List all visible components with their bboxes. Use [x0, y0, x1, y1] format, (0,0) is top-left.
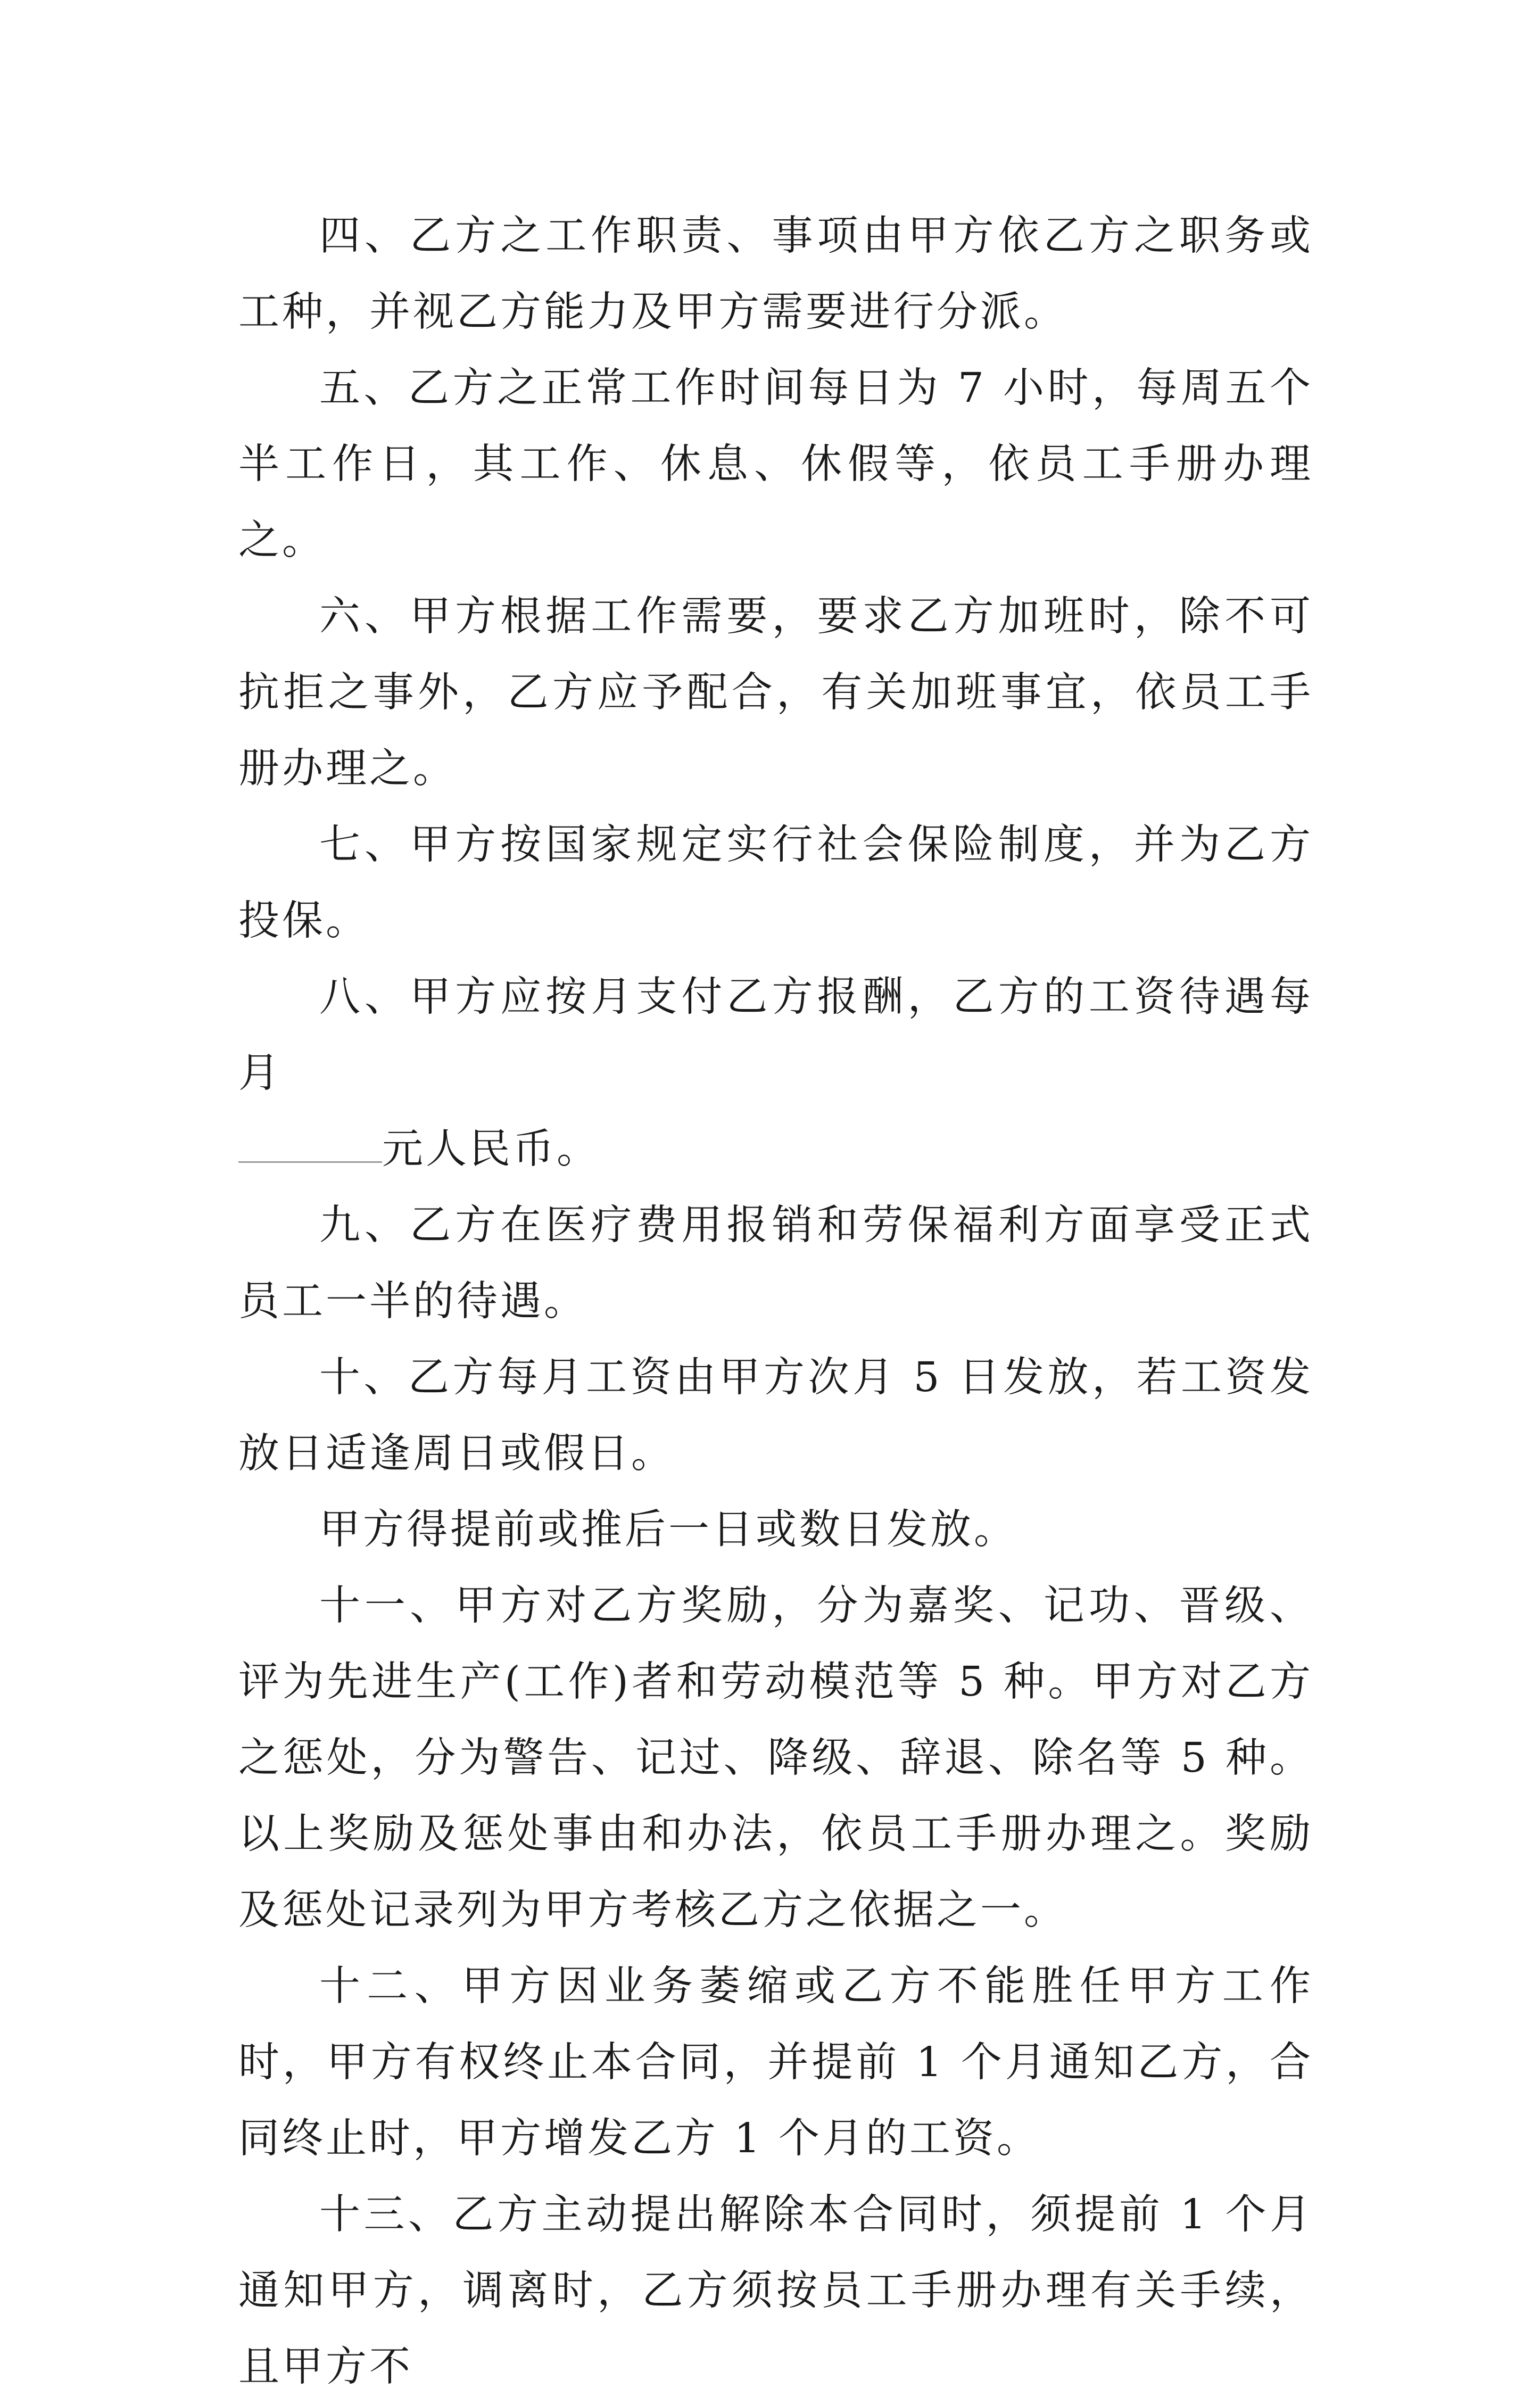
- clause-5: 五、乙方之正常工作时间每日为 7 小时，每周五个半工作日，其工作、休息、休假等，依员工手册办理之。: [238, 365, 1313, 564]
- clause-7: 七、甲方按国家规定实行社会保险制度，并为乙方投保。: [238, 821, 1313, 945]
- clause-10-continued: 甲方得提前或推后一日或数日发放。: [319, 1506, 1017, 1553]
- clause-4: 四、乙方之工作职责、事项由甲方依乙方之职务或工种，并视乙方能力及甲方需要进行分派。: [238, 212, 1313, 336]
- clause-8: 八、甲方应按月支付乙方报酬，乙方的工资待遇每月: [238, 973, 1313, 1097]
- document-body: [238, 198, 1313, 2405]
- clause-8-salary-line: [238, 1111, 1313, 1187]
- salary-blank: [238, 1161, 382, 1163]
- clause-10: 十、乙方每月工资由甲方次月 5 日发放，若工资发放日适逢周日或假日。: [238, 1354, 1313, 1477]
- clause-12: 十二、甲方因业务萎缩或乙方不能胜任甲方工作时，甲方有权终止本合同，并提前 1 个月通知乙方，合同终止时，甲方增发乙方 1 个月的工资。: [238, 1963, 1313, 2162]
- clause-13: 十三、乙方主动提出解除本合同时，须提前 1 个月通知甲方，调离时，乙方须按员工手册办理有关手续，且甲方不: [238, 2191, 1313, 2391]
- clause-6: 六、甲方根据工作需要，要求乙方加班时，除不可抗拒之事外，乙方应予配合，有关加班事宜，依员工手册办理之。: [238, 593, 1313, 792]
- salary-unit-text: 元人民币。: [382, 1126, 600, 1173]
- clause-11: 十一、甲方对乙方奖励，分为嘉奖、记功、晋级、评为先进生产(工作)者和劳动模范等 5 种。甲方对乙方之惩处，分为警告、记过、降级、辞退、除名等 5 种。以上奖励及惩处事由和办法，依员工手册办理之。奖励及惩处记录列为甲方考核乙方之依据之一。: [238, 1582, 1313, 1934]
- clause-9: 九、乙方在医疗费用报销和劳保福利方面享受正式员工一半的待遇。: [238, 1202, 1313, 1325]
